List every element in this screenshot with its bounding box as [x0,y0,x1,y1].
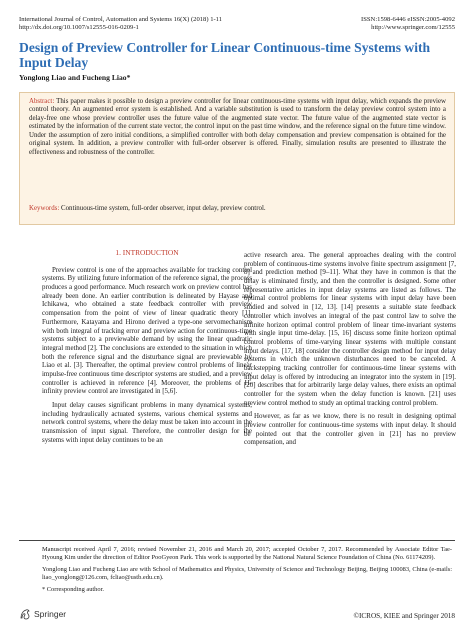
springer-logo [19,608,66,620]
section-heading: 1. INTRODUCTION [115,248,179,257]
manuscript-note: Manuscript received April 7, 2016; revised November 21, 2016 and March 20, 2017; accepted October 7, 2017. Recommended by Associate Editor Tae-Hyoung Kim under the direction of Editor PooGyeon Park. This work is supported by the National Natural Science Foundation of China (No. 61174209). [42,546,452,561]
header-right [361,16,455,32]
affiliation-note: Yonglong Liao and Fucheng Liao are with School of Mathematics and Physics, University of Science and Technology Beijing, Beijing 100083, China (e-mails: liao_yonglong@126.com, fcliao@ustb.edu.cn). [42,566,452,581]
corresponding-author-note: * Corresponding author. [42,586,104,593]
body-paragraph: Preview control is one of the approaches available for tracking control systems. By utilizing future information of the reference signal, the process produces a good performance. Much research work on preview control has already been done. An earlier contribution is delineated by Hayase and Ichikawa, who obtained a state feedback controller with preview compensation from the point of view of linear quadratic theory [1]. Furthermore, Katayama and Hirono derived a type-one servomechanism with both integral of tracking error and preview action for continuous-time systems subject to a previewable demand by using the linear quadratic integral method [2]. The conclusions are extended to the situation in which both the reference signal and the disturbance signal are previewable by Liao et al. [3]. Thereafter, the optimal preview control problems of linear impulse-free continuous time descriptor systems are studied, and a preview controller is achieved in reference [4]. Moreover, the problems of H-infinity preview control are investigated in [5,6]. [42,265,252,396]
paper-title: Design of Preview Controller for Linear Continuous-time Systems with Input Delay [19,40,431,70]
journal-url[interactable]: http://www.springer.com/12555 [371,24,455,32]
issn: ISSN:1598-6446 eISSN:2005-4092 [361,16,455,23]
footnotes [42,546,452,598]
springer-horse-icon [19,608,31,620]
journal-citation: International Journal of Control, Automation and Systems 16(X) (2018) 1-11 [19,16,223,23]
author-list: Yonglong Liao and Fucheng Liao* [19,73,131,82]
keywords-label: Keywords: [29,205,60,212]
body-paragraph: However, as far as we know, there is no result in designing optimal preview controller for continuous-time systems with input delay. It should be pointed out that the controller given in [21] has no preview compensation, and [244,412,456,447]
copyright-notice: ©ICROS, KIEE and Springer 2018 [353,612,455,620]
abstract-text: This paper makes it possible to design a preview controller for linear continuous-time systems with input delay, which expands the preview control theory. An augmented error system is established. And a variable substitution is used to transform the delay preview control system into a delay-free one whose preview controller uses the future value of the augmented state vector. The future value of the augmented state vector is estimated by the information of the current state vector, the control input on the past time window, and the reference signal on the future time window. Under the assumption of zero initial conditions, a simplified controller with both delay compensation and preview compensation is obtained for the original system. In addition, a preview controller with full-order observer is offered. Finally, simulation results are presented to illustrate the effectiveness and robustness of the controller. [29,98,446,156]
publisher-name: Springer [34,609,67,619]
footnote-divider [19,540,455,541]
abstract-label: Abstract: [29,98,55,105]
header-left [19,16,222,32]
doi-link[interactable]: http://dx.doi.org/10.1007/s12555-016-0209-1 [19,24,139,32]
right-column [244,251,456,452]
keywords [29,205,446,213]
body-paragraph: Input delay causes significant problems in many dynamical systems, including hydraulically actuated systems, various chemical systems and network control systems, where the delay must be taken into account in the transmission of input signal. Therefore, the controller design for the systems with input delay continues to be an [42,401,252,444]
left-column [42,248,252,449]
abstract [29,98,446,157]
body-paragraph: active research area. The general approaches dealing with the control problem of continuous-time systems involve finite spectrum assignment [7, 8] and prediction method [9–11]. What they have in common is that the delay is eliminated firstly, and then the controller is designed. Some other representative articles in input delay systems are listed as follows. The optimal control problems for linear systems with input delay have been studied and solved in [12, 13]. [14] presents a suitable state feedback controller which involves an integral of the past control law to solve the infinite horizon optimal control problem of linear time-invariant systems with single input time-delay. [15, 16] discuss some finite horizon optimal control problems of time-varying linear systems with multiple constant input delays. [17, 18] consider the controller design method for input delay systems in which the unknown disturbances need to be canceled. A backstepping tracking controller for continuous-time linear systems with input delay is offered by introducing an integrator into the system in [19]. [20] describes that for arbitrarily large delay values, there exists an optimal controller for the system when the delay function is known. [21] uses preview control method to study an optimal tracking control problem. [244,251,456,407]
keywords-text: Continuous-time system, full-order observer, input delay, preview control. [60,205,266,212]
